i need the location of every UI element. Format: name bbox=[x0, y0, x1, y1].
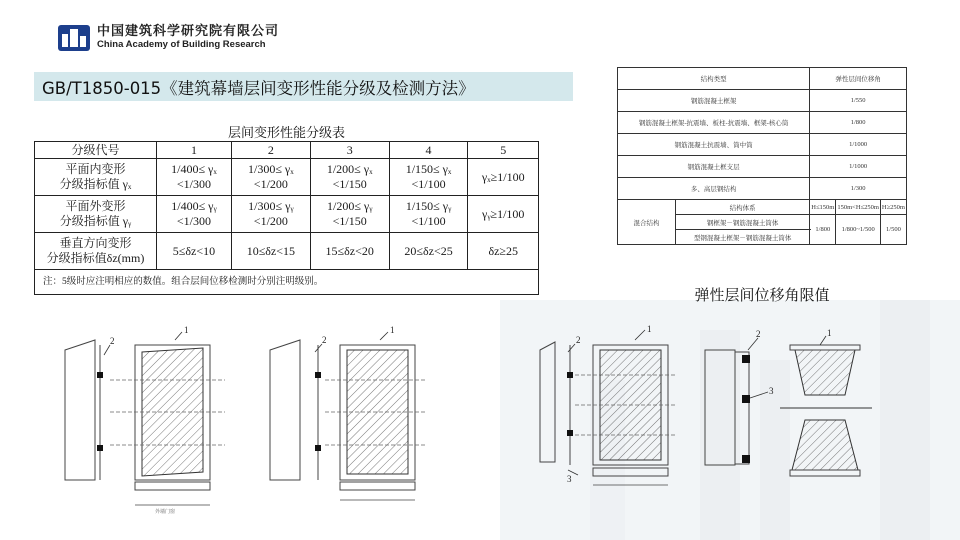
table-row bbox=[35, 233, 539, 270]
table-cell: 1/200≤ γᵧ <1/150 bbox=[310, 196, 389, 233]
callout-label: 1 bbox=[647, 324, 652, 334]
table-cell: 混合结构 bbox=[618, 200, 676, 245]
table-cell: 1/800 bbox=[810, 215, 836, 245]
table-cell: H≥250m bbox=[880, 200, 906, 215]
org-name-cn: 中国建筑科学研究院有限公司 bbox=[97, 24, 280, 39]
header-cell: 分级代号 bbox=[35, 142, 157, 159]
header-cell: 弹性层间位移角 bbox=[810, 68, 907, 90]
table-cell: H≤150m bbox=[810, 200, 836, 215]
table-cell: γᵧ≥1/100 bbox=[468, 196, 539, 233]
callout-label: 3 bbox=[567, 474, 572, 484]
callout-label: 2 bbox=[322, 335, 327, 345]
page-title: GB/T1850-015《建筑幕墙层间变形性能分级及检测方法》 bbox=[42, 78, 475, 98]
table-cell: 1/150≤ γᵧ <1/100 bbox=[389, 196, 468, 233]
table-row bbox=[618, 134, 907, 156]
table-cell: 1/1000 bbox=[810, 134, 907, 156]
drawing-section-detail bbox=[705, 329, 774, 465]
header-cell: 1 bbox=[157, 142, 232, 159]
table-cell: 钢框架－钢筋混凝土筒体 bbox=[676, 215, 810, 230]
table1-caption: 层间变形性能分级表 bbox=[227, 126, 345, 141]
callout-label: 3 bbox=[769, 386, 774, 396]
table-row bbox=[618, 112, 907, 134]
org-logo bbox=[57, 24, 279, 52]
header-cell: 5 bbox=[468, 142, 539, 159]
table-note: 注：5级时应注明相应的数值。组合层间位移检测时分别注明级别。 bbox=[35, 270, 539, 295]
deformation-grade-table bbox=[34, 141, 539, 295]
table-row bbox=[35, 159, 539, 196]
table-header-row bbox=[35, 142, 539, 159]
callout-label: 1 bbox=[827, 328, 832, 338]
table-cell: 1/300 bbox=[810, 178, 907, 200]
table-cell: 10≤δz<15 bbox=[231, 233, 310, 270]
callout-label: 1 bbox=[390, 325, 395, 335]
table-cell: 1/800 bbox=[810, 112, 907, 134]
table-cell: 型钢混凝土框架－钢筋混凝土筒体 bbox=[676, 230, 810, 245]
cabr-logo-icon bbox=[57, 24, 91, 52]
callout-label: 2 bbox=[110, 336, 115, 346]
callout-label: 1 bbox=[184, 325, 189, 335]
table-cell: 1/150≤ γₓ <1/100 bbox=[389, 159, 468, 196]
header-cell: 2 bbox=[231, 142, 310, 159]
header-cell: 4 bbox=[389, 142, 468, 159]
table-cell: 1/500 bbox=[880, 215, 906, 245]
table-cell: 1/550 bbox=[810, 90, 907, 112]
table-row bbox=[35, 196, 539, 233]
test-rig-drawings bbox=[0, 318, 960, 540]
table-cell: 钢筋混凝土框架 bbox=[618, 90, 810, 112]
table-cell: 1/300≤ γᵧ <1/200 bbox=[231, 196, 310, 233]
table-cell: δz≥25 bbox=[468, 233, 539, 270]
table-cell: 钢筋混凝土抗震墙、筒中筒 bbox=[618, 134, 810, 156]
table-cell: 1/200≤ γₓ <1/150 bbox=[310, 159, 389, 196]
row-label: 平面外变形 分级指标值 γᵧ bbox=[35, 196, 157, 233]
table-cell: 1/400≤ γₓ <1/300 bbox=[157, 159, 232, 196]
table2-caption: 弹性层间位移角限值 bbox=[694, 286, 830, 304]
title-bar bbox=[34, 72, 573, 101]
table-cell: 20≤δz<25 bbox=[389, 233, 468, 270]
table-cell: 钢筋混凝土框支层 bbox=[618, 156, 810, 178]
table-cell: 150m<H≤250m bbox=[836, 200, 881, 215]
drawing-vertical bbox=[540, 324, 675, 485]
table-note-row bbox=[35, 270, 539, 295]
dimension-label: 外墙门窗 bbox=[155, 509, 176, 515]
table-row bbox=[618, 200, 907, 215]
table-row bbox=[618, 178, 907, 200]
drift-limit-table bbox=[617, 67, 907, 245]
drawing-in-plane bbox=[65, 325, 225, 515]
org-name-en: China Academy of Building Research bbox=[97, 39, 266, 50]
table-cell: 1/800~1/500 bbox=[836, 215, 881, 245]
table-cell: 1/1000 bbox=[810, 156, 907, 178]
drawing-plan-view bbox=[780, 328, 872, 476]
header-cell: 3 bbox=[310, 142, 389, 159]
row-label: 平面内变形 分级指标值 γₓ bbox=[35, 159, 157, 196]
table-cell: 1/300≤ γₓ <1/200 bbox=[231, 159, 310, 196]
table-cell: γₓ≥1/100 bbox=[468, 159, 539, 196]
table-row bbox=[618, 90, 907, 112]
table-cell: 结构体系 bbox=[676, 200, 810, 215]
table-cell: 多、高层钢结构 bbox=[618, 178, 810, 200]
callout-label: 2 bbox=[576, 335, 581, 345]
row-label: 垂直方向变形 分级指标值δz(mm) bbox=[35, 233, 157, 270]
table-cell: 1/400≤ γᵧ <1/300 bbox=[157, 196, 232, 233]
table-cell: 钢筋混凝土框架-抗震墙、板柱-抗震墙、框架-核心筒 bbox=[618, 112, 810, 134]
table-row bbox=[618, 156, 907, 178]
table-cell: 5≤δz<10 bbox=[157, 233, 232, 270]
callout-label: 2 bbox=[756, 329, 761, 339]
drawing-out-of-plane bbox=[270, 325, 425, 500]
header-cell: 结构类型 bbox=[618, 68, 810, 90]
table-header-row bbox=[618, 68, 907, 90]
table-cell: 15≤δz<20 bbox=[310, 233, 389, 270]
